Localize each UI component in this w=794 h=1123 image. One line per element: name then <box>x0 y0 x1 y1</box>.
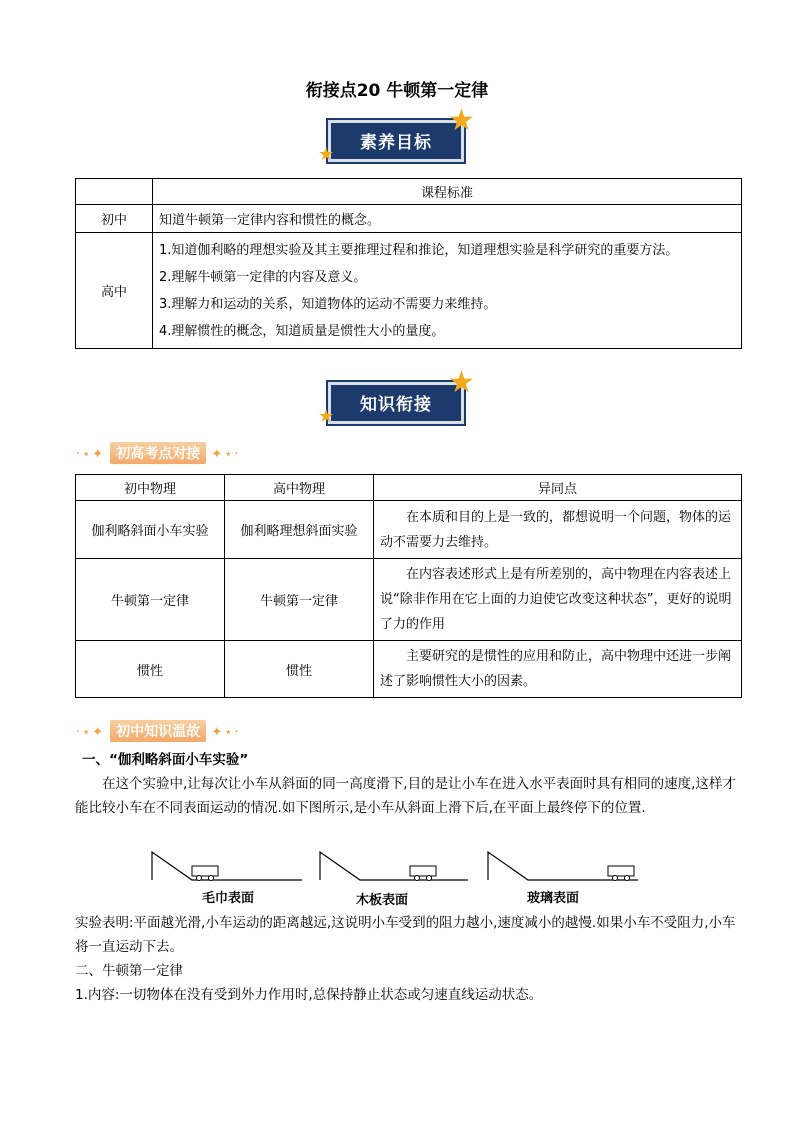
star-icon: ★ <box>318 144 335 165</box>
subhead-review <box>76 720 241 742</box>
standard-item: 2.理解牛顿第一定律的内容及意义。 <box>159 269 367 285</box>
banner-label: 素养目标 <box>360 133 432 153</box>
section1-heading: 一、“伽利略斜面小车实验” <box>82 752 249 768</box>
standard-item: 3.理解力和运动的关系，知道物体的运动不需要力来维持。 <box>159 296 497 312</box>
table-cell: 在本质和目的上是一致的，都想说明一个问题，物体的运动不需要力去维持。 <box>374 501 742 559</box>
row-label-junior: 初中 <box>76 205 153 233</box>
page-title: 衔接点20 牛顿第一定律 <box>305 81 489 101</box>
section1-paragraph: 在这个实验中,让每次让小车从斜面的同一高度滑下,目的是让小车在进入水平表面时具有相同的速度,这样才能比较小车在不同表面运动的情况.如下图所示,是小车从斜面上滑下后,在平面上最终停下的位置. <box>75 776 736 816</box>
sparkle-icon: ·⋆✦ <box>76 725 106 740</box>
table-cell: 惯性 <box>225 641 374 698</box>
table-row <box>76 559 742 641</box>
table-header: 初中物理 <box>76 475 225 501</box>
banner-label: 知识衔接 <box>360 395 432 415</box>
table-cell: 主要研究的是惯性的应用和防止，高中物理中还进一步阐述了影响惯性大小的因素。 <box>374 641 742 698</box>
table-cell: 在内容表述形式上是有所差别的，高中物理在内容表述上说“除非作用在它上面的力迫使它改变这种状态”，更好的说明了力的作用 <box>374 559 742 641</box>
subhead-label: 初中知识温故 <box>110 720 206 742</box>
table-cell: 伽利略斜面小车实验 <box>76 501 225 559</box>
subhead-exam-points <box>76 442 241 464</box>
subhead-label: 初高考点对接 <box>110 442 206 464</box>
section2-item: 1.内容:一切物体在没有受到外力作用时,总保持静止状态或匀速直线运动状态。 <box>75 987 543 1003</box>
curriculum-standards-table <box>75 178 742 349</box>
table-cell: 惯性 <box>76 641 225 698</box>
row-text-junior: 知道牛顿第一定律内容和惯性的概念。 <box>153 205 742 233</box>
row-label-senior: 高中 <box>76 233 153 349</box>
table-cell-empty <box>76 179 153 205</box>
caption-wood: 木板表面 <box>356 893 409 908</box>
section2-heading: 二、牛顿第一定律 <box>75 963 183 979</box>
star-icon: ★ <box>448 103 475 138</box>
sparkle-icon: ✦⋆· <box>211 447 241 462</box>
banner-knowledge-link <box>318 365 475 430</box>
comparison-table <box>75 474 742 698</box>
result-text: 实验表明:平面越光滑,小车运动的距离越远,这说明小车受到的阻力越小,速度减小的越慢.如果小车不受阻力,小车将一直运动下去。 <box>75 915 736 955</box>
table-row <box>76 641 742 698</box>
star-icon: ★ <box>318 406 335 427</box>
towel-surface-figure <box>152 852 302 881</box>
banner-literacy-goals <box>318 103 475 168</box>
standard-item: 1.知道伽利略的理想实验及其主要推理过程和推论，知道理想实验是科学研究的重要方法。 <box>159 242 679 258</box>
wood-surface-figure <box>320 852 468 881</box>
row-items-senior <box>153 233 742 349</box>
table-header: 异同点 <box>374 475 742 501</box>
glass-surface-figure <box>488 852 638 881</box>
standard-item: 4.理解惯性的概念，知道质量是惯性大小的量度。 <box>159 323 445 339</box>
caption-towel: 毛巾表面 <box>202 891 255 906</box>
star-icon: ★ <box>448 365 475 400</box>
table-cell: 牛顿第一定律 <box>76 559 225 641</box>
table-cell: 伽利略理想斜面实验 <box>225 501 374 559</box>
table-cell: 牛顿第一定律 <box>225 559 374 641</box>
caption-glass: 玻璃表面 <box>527 891 580 906</box>
sparkle-icon: ·⋆✦ <box>76 447 106 462</box>
table-header: 课程标准 <box>153 179 742 205</box>
sparkle-icon: ✦⋆· <box>211 725 241 740</box>
table-header: 高中物理 <box>225 475 374 501</box>
table-row <box>76 501 742 559</box>
